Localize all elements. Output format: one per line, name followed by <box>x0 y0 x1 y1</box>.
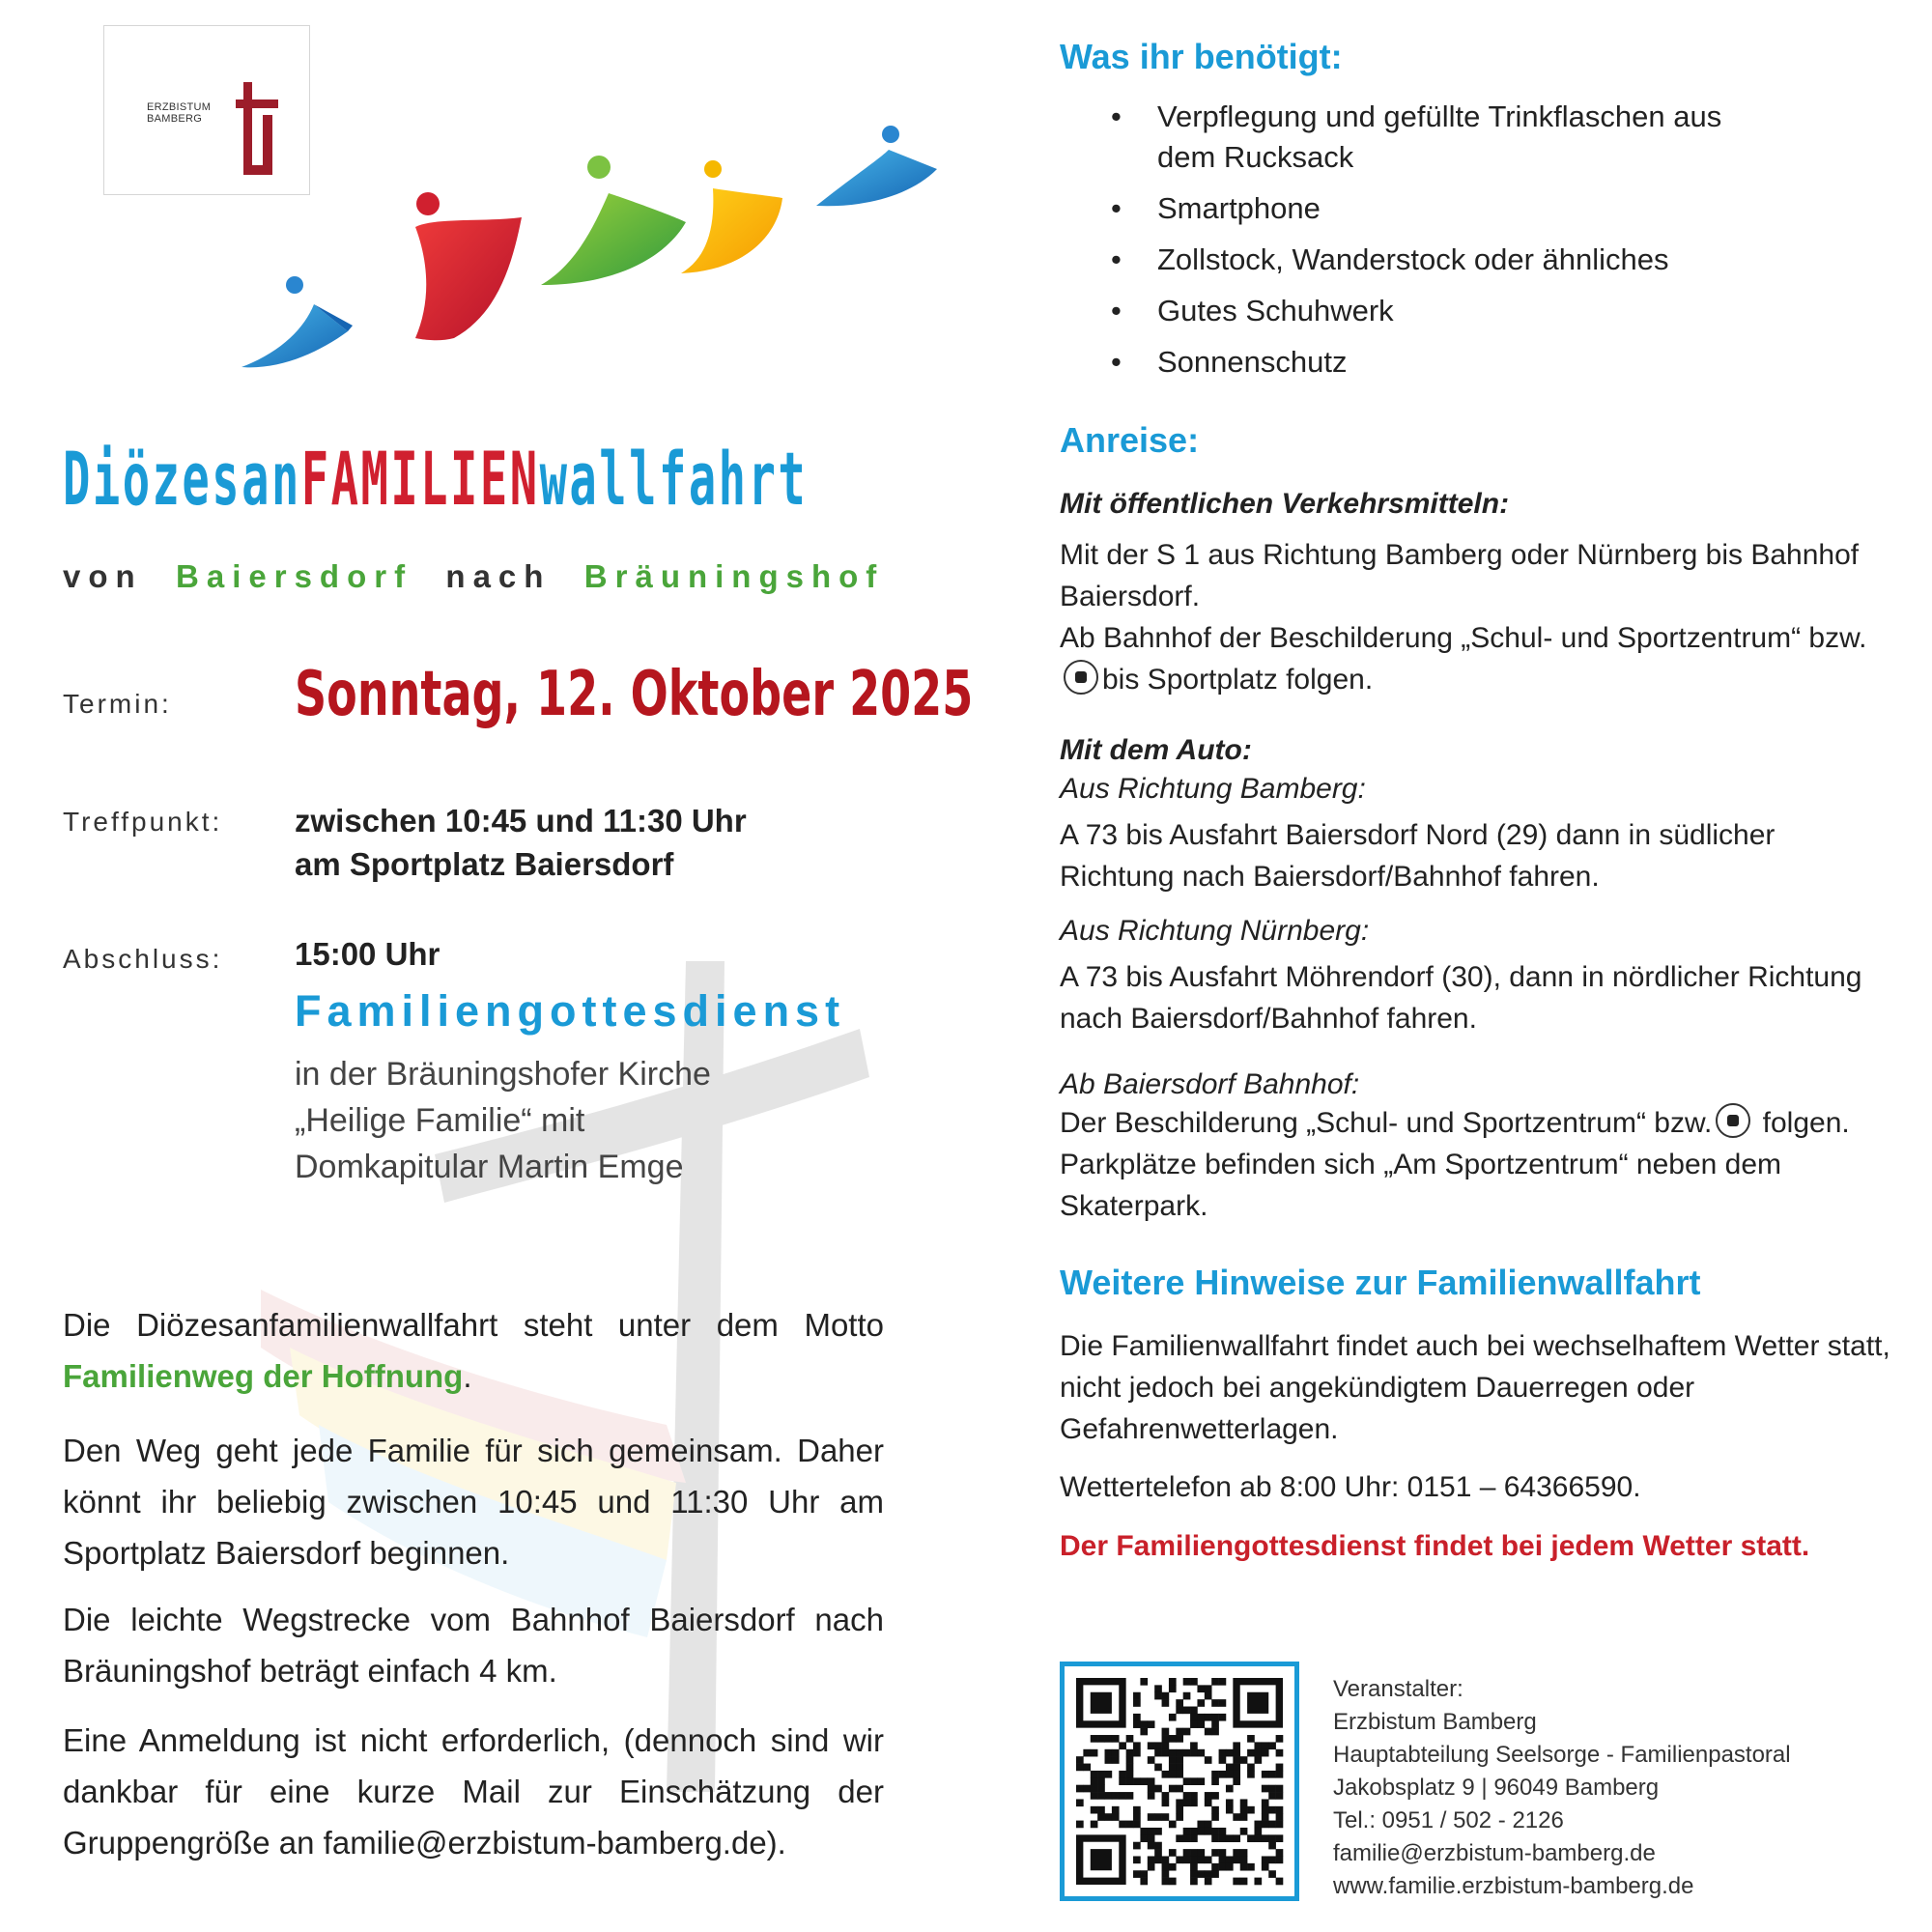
abschluss-description <box>295 1051 711 1190</box>
organizer-label: Veranstalter: <box>1333 1676 1463 1702</box>
hinweise-text-3: Der Familiengottesdienst findet bei jedem Wetter statt. <box>1060 1530 1810 1562</box>
list-item: • Gutes Schuhwerk <box>1111 291 1787 331</box>
termin-label: Termin: <box>63 689 172 719</box>
motto-text: Die Diözesanfamilienwallfahrt steht unter dem Motto <box>63 1307 884 1343</box>
organizer-address: Jakobsplatz 9 | 96049 Bamberg <box>1333 1775 1660 1801</box>
subtitle-baiersdorf: Baiersdorf <box>176 558 413 594</box>
logo-line-2: BAMBERG <box>147 113 203 125</box>
paragraph-wegstrecke: Die leichte Wegstrecke vom Bahnhof Baiersdorf nach Bräuningshof beträgt einfach 4 km. <box>63 1602 884 1689</box>
paragraph-motto <box>63 1299 884 1402</box>
page-title <box>63 436 809 522</box>
anreise-heading: Anreise: <box>1060 420 1200 460</box>
list-item: • Sonnenschutz <box>1111 342 1787 383</box>
subtitle <box>63 558 884 595</box>
soccer-ball-icon <box>1716 1103 1750 1138</box>
oepnv-line-2 <box>1060 617 1890 700</box>
oepnv-line-2-text: Ab Bahnhof der Beschilderung „Schul- und Sportzentrum“ bzw. <box>1060 622 1867 654</box>
soccer-ball-icon <box>1064 660 1098 695</box>
title-part-familien: FAMILIEN <box>300 436 540 522</box>
bamberg-heading: Aus Richtung Bamberg: <box>1060 773 1366 805</box>
organizer-department: Hauptabteilung Seelsorge - Familienpastoral <box>1333 1742 1791 1768</box>
paragraph-anmeldung: Eine Anmeldung ist nicht erforderlich, (dennoch sind wir dankbar für eine kurze Mail zur Einschätzung der Gruppengröße an familie@erzbistum-bamberg.de). <box>63 1722 884 1861</box>
subtitle-braeuningshof: Bräuningshof <box>583 558 885 594</box>
treffpunkt-line-2: am Sportplatz Baiersdorf <box>295 846 674 882</box>
oepnv-text <box>1060 534 1890 700</box>
organizer-website[interactable]: www.familie.erzbistum-bamberg.de <box>1333 1873 1694 1899</box>
title-part-diözesan: Diözesan <box>63 436 301 522</box>
bahnhof-text-2: folgen. Parkplätze befinden sich „Am Sportzentrum“ neben dem Skaterpark. <box>1060 1107 1850 1222</box>
oepnv-heading: Mit öffentlichen Verkehrsmitteln: <box>1060 488 1510 520</box>
bamberg-text: A 73 bis Ausfahrt Baiersdorf Nord (29) dann in südlicher Richtung nach Baiersdorf/Bahnhof fahren. <box>1060 819 1776 893</box>
paragraph-weg: Den Weg geht jede Familie für sich gemeinsam. Daher könnt ihr beliebig zwischen 10:45 und 11:30 Uhr am Sportplatz Baiersdorf beginnen. <box>63 1433 884 1571</box>
abschluss-line-2: „Heilige Familie“ mit <box>295 1102 585 1139</box>
subtitle-nach: nach <box>445 558 552 594</box>
organizer-name: Erzbistum Bamberg <box>1333 1709 1537 1735</box>
organizer-phone: Tel.: 0951 / 502 - 2126 <box>1333 1807 1564 1833</box>
nuernberg-heading: Aus Richtung Nürnberg: <box>1060 915 1370 947</box>
oepnv-line-1: Mit der S 1 aus Richtung Bamberg oder Nürnberg bis Bahnhof Baiersdorf. <box>1060 539 1860 612</box>
bahnhof-text-1: Der Beschilderung „Schul- und Sportzentrum“ bzw. <box>1060 1107 1713 1139</box>
pilgrim-figures-icon <box>222 111 956 382</box>
termin-date: Sonntag, 12. Oktober 2025 <box>295 659 974 730</box>
bahnhof-text <box>1060 1102 1890 1227</box>
nuernberg-text: A 73 bis Ausfahrt Möhrendorf (30), dann in nördlicher Richtung nach Baiersdorf/Bahnhof fahren. <box>1060 961 1862 1035</box>
qr-code-pattern <box>1065 1666 1294 1896</box>
motto-end: . <box>463 1358 472 1394</box>
title-part-wallfahrt: wallfahrt <box>539 436 809 522</box>
list-item: • Smartphone <box>1111 188 1787 229</box>
hinweise-heading: Weitere Hinweise zur Familienwallfahrt <box>1060 1263 1701 1302</box>
subtitle-von: von <box>63 558 143 594</box>
abschluss-line-3: Domkapitular Martin Emge <box>295 1149 684 1185</box>
abschluss-title: Familiengottesdienst <box>295 986 846 1036</box>
treffpunkt-label: Treffpunkt: <box>63 807 223 837</box>
treffpunkt-line-1: zwischen 10:45 und 11:30 Uhr <box>295 803 747 838</box>
logo-line-1: ERZBISTUM <box>147 101 212 113</box>
treffpunkt-value <box>295 799 747 886</box>
organizer-email[interactable]: familie@erzbistum-bamberg.de <box>1333 1840 1656 1866</box>
organizer-block <box>1333 1673 1791 1903</box>
auto-heading: Mit dem Auto: <box>1060 734 1252 766</box>
need-heading: Was ihr benötigt: <box>1060 37 1343 76</box>
list-item: • Zollstock, Wanderstock oder ähnliches <box>1111 240 1787 280</box>
hinweise-text-2: Wettertelefon ab 8:00 Uhr: 0151 – 64366590. <box>1060 1471 1641 1503</box>
need-list <box>1111 97 1787 393</box>
qr-code-icon[interactable] <box>1060 1662 1299 1901</box>
hinweise-text-1: Die Familienwallfahrt findet auch bei wechselhaftem Wetter statt, nicht jedoch bei angekündigtem Dauerregen oder Gefahrenwetterlagen. <box>1060 1330 1890 1445</box>
list-item: • Verpflegung und gefüllte Trinkflaschen aus dem Rucksack <box>1111 97 1787 178</box>
logo-text <box>147 101 211 125</box>
abschluss-line-1: in der Bräuningshofer Kirche <box>295 1056 711 1093</box>
oepnv-line-3-text: bis Sportplatz folgen. <box>1102 664 1374 696</box>
bahnhof-heading: Ab Baiersdorf Bahnhof: <box>1060 1068 1360 1100</box>
abschluss-time: 15:00 Uhr <box>295 936 440 972</box>
abschluss-label: Abschluss: <box>63 944 223 974</box>
motto-highlight: Familienweg der Hoffnung <box>63 1358 464 1394</box>
